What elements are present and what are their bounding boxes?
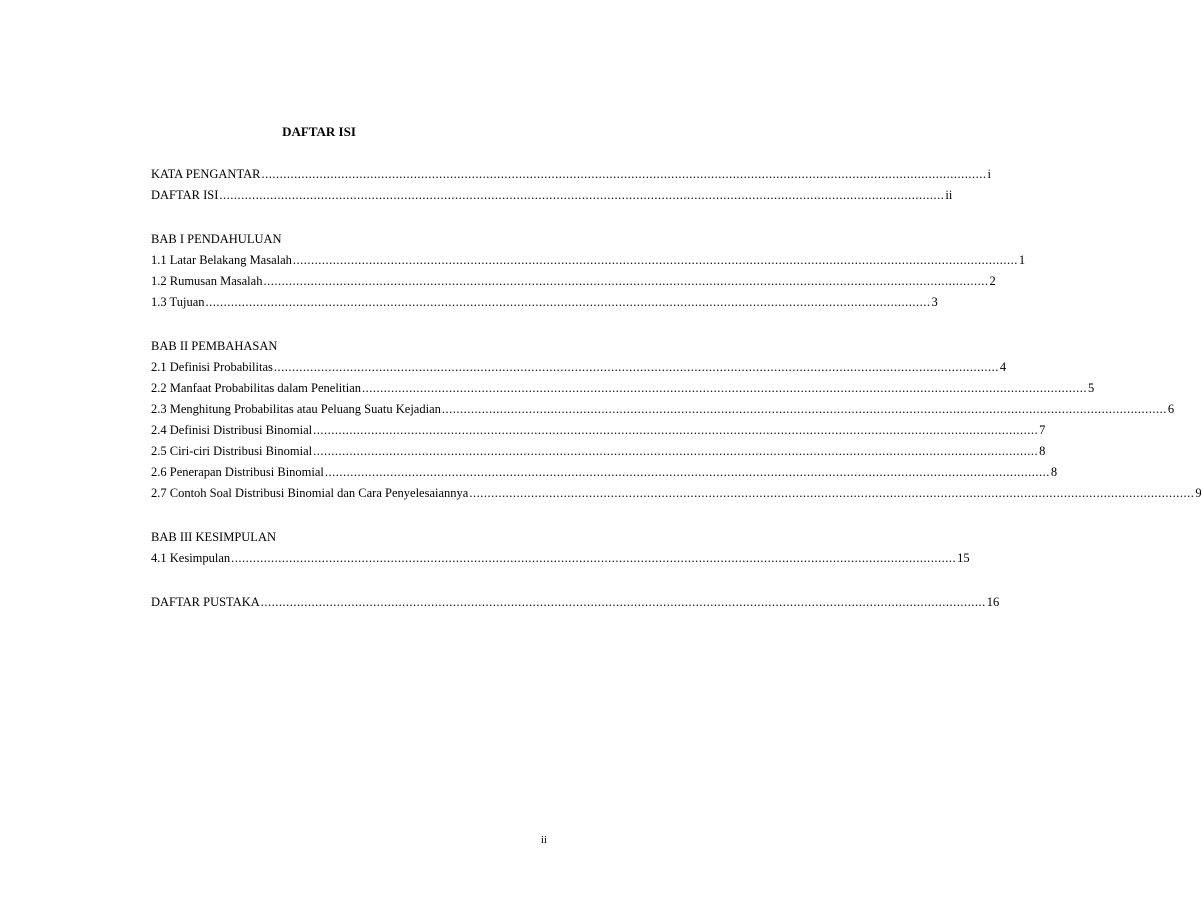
toc-entry-page: 7 [1039, 423, 1046, 437]
toc-entry [151, 357, 1007, 378]
toc-entry-page: 16 [986, 595, 1000, 609]
dot-leader: ........................................................................................................................................................................................................ [231, 551, 957, 565]
dot-leader: ........................................................................................................................................................................................................ [273, 360, 999, 374]
chapter-heading: BAB III KESIMPULAN [151, 530, 276, 544]
table-of-contents [151, 164, 1202, 613]
toc-entry-label: 2.2 Manfaat Probabilitas dalam Penelitian [151, 381, 362, 395]
dot-leader: ........................................................................................................................................................................................................ [260, 595, 986, 609]
toc-entry-label: 1.3 Tujuan [151, 295, 205, 309]
toc-entry-label: DAFTAR PUSTAKA [151, 595, 260, 609]
page-number: ii [540, 834, 547, 846]
toc-entry [151, 399, 1175, 420]
toc-entry [151, 483, 1202, 504]
toc-entry-label: 2.1 Definisi Probabilitas [151, 360, 273, 374]
toc-entry-label: 2.6 Penerapan Distribusi Binomial [151, 465, 324, 479]
toc-entry-label: 2.7 Contoh Soal Distribusi Binomial dan Cara Penyelesaiannya [151, 486, 469, 500]
section-gap [151, 569, 546, 592]
toc-entry [151, 378, 1095, 399]
toc-entry [151, 185, 953, 206]
section-gap [151, 313, 546, 336]
toc-entry-page: 15 [957, 551, 970, 565]
section-gap [151, 206, 546, 229]
toc-entry-page: 4 [999, 360, 1007, 374]
dot-leader: ........................................................................................................................................................................................................ [469, 486, 1195, 500]
dot-leader: ........................................................................................................................................................................................................ [292, 253, 1018, 267]
toc-entry [151, 250, 1026, 271]
dot-leader: ........................................................................................................................................................................................................ [441, 402, 1167, 416]
toc-entry [151, 420, 1046, 441]
toc-entry [151, 462, 1058, 483]
toc-entry-label: 1.1 Latar Belakang Masalah [151, 253, 292, 267]
toc-entry-label: 2.5 Ciri-ciri Distribusi Binomial [151, 444, 313, 458]
toc-entry [151, 292, 938, 313]
toc-entry [151, 271, 996, 292]
toc-entry [151, 548, 970, 569]
toc-entry [151, 164, 991, 185]
dot-leader: ........................................................................................................................................................................................................ [261, 167, 987, 181]
toc-entry [151, 592, 1000, 613]
toc-entry [151, 441, 1046, 462]
toc-entry-page: i [987, 167, 991, 181]
toc-title: DAFTAR ISI [282, 124, 356, 139]
toc-entry-label: 2.4 Definisi Distribusi Binomial [151, 423, 313, 437]
toc-entry-page: 8 [1039, 444, 1046, 458]
dot-leader: ........................................................................................................................................................................................................ [313, 444, 1039, 458]
toc-entry-page: 3 [931, 295, 938, 309]
chapter-heading: BAB II PEMBAHASAN [151, 339, 278, 353]
chapter-heading: BAB I PENDAHULUAN [151, 232, 282, 246]
toc-entry-label: DAFTAR ISI [151, 188, 219, 202]
dot-leader: ........................................................................................................................................................................................................ [263, 274, 989, 288]
dot-leader: ........................................................................................................................................................................................................ [324, 465, 1050, 479]
toc-entry-page: 1 [1018, 253, 1026, 267]
dot-leader: ........................................................................................................................................................................................................ [313, 423, 1039, 437]
dot-leader: ........................................................................................................................................................................................................ [362, 381, 1088, 395]
toc-entry-label: 4.1 Kesimpulan [151, 551, 231, 565]
toc-entry-page: 6 [1167, 402, 1175, 416]
section-gap [151, 504, 546, 527]
toc-entry-page: 9 [1195, 486, 1202, 500]
toc-entry-label: 1.2 Rumusan Masalah [151, 274, 263, 288]
toc-entry-label: 2.3 Menghitung Probabilitas atau Peluang Suatu Kejadian [151, 402, 441, 416]
toc-entry-label: KATA PENGANTAR [151, 167, 261, 181]
toc-entry-page: 8 [1050, 465, 1058, 479]
toc-entry-page: ii [945, 188, 953, 202]
dot-leader: ........................................................................................................................................................................................................ [219, 188, 945, 202]
toc-entry-page: 2 [989, 274, 996, 288]
toc-entry-page: 5 [1088, 381, 1095, 395]
dot-leader: ........................................................................................................................................................................................................ [205, 295, 931, 309]
